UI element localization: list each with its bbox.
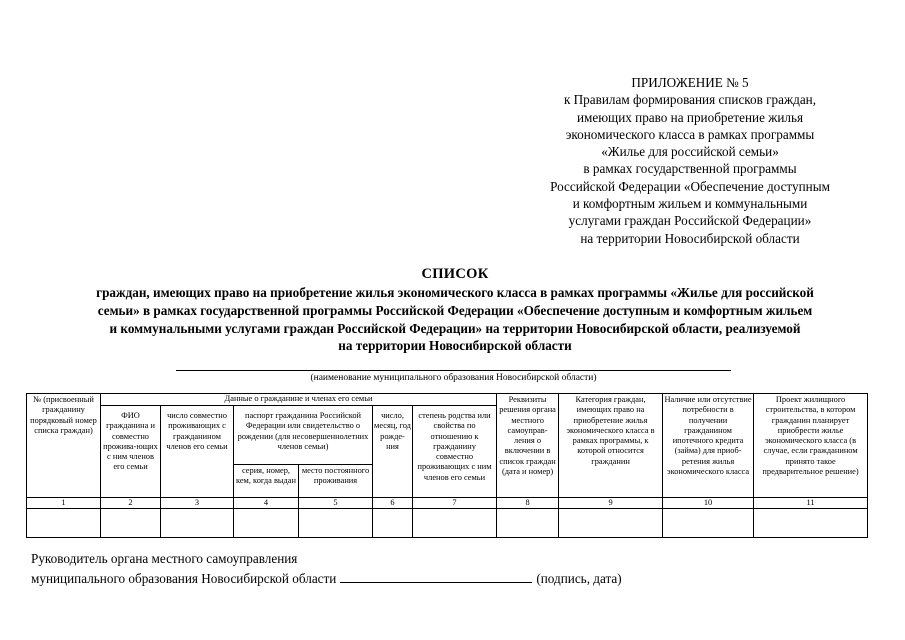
table-cell[interactable]	[559, 509, 663, 538]
column-number: 7	[413, 498, 497, 509]
header-relation: степень родства или свойства по отношению к гражданину совместно проживающих с ним членов его семьи	[413, 406, 497, 498]
column-number: 5	[299, 498, 373, 509]
document-subtitle	[30, 284, 880, 355]
column-number: 6	[373, 498, 413, 509]
signature-line1: Руководитель органа местного самоуправления	[31, 551, 298, 566]
header-decision: Реквизиты решения органа местного самоуправ-ления о включении в список граждан (дата и номер)	[497, 394, 559, 498]
table-cell[interactable]	[161, 509, 234, 538]
appendix-line: имеющих право на приобретение жилья	[576, 109, 804, 125]
header-mortgage: Наличие или отсутствие потребности в получении гражданином ипотечного кредита (займа) для приоб-ретения жилья экономического класса	[663, 394, 754, 498]
table-cell[interactable]	[234, 509, 299, 538]
column-number: 10	[663, 498, 754, 509]
header-project: Проект жилищного строительства, в котором гражданин планирует приобрести жилье экономического класса (в случае, если гражданином принято такое предварительное решение)	[754, 394, 868, 498]
subtitle-line: семьи» в рамках государственной программы Российской Федерации «Обеспечение доступным и комфортным жильем	[97, 302, 813, 318]
signature-block	[31, 549, 622, 588]
table-cell[interactable]	[497, 509, 559, 538]
appendix-line: в рамках государственной программы	[583, 161, 797, 177]
header-citizen-group: Данные о гражданине и членах его семьи	[101, 394, 497, 406]
municipality-name-field[interactable]	[176, 370, 731, 371]
table-cell[interactable]	[754, 509, 868, 538]
subtitle-line: на территории Новосибирской области	[338, 338, 572, 354]
subtitle-line: граждан, имеющих право на приобретение жилья экономического класса в рамках программы «Жилье для российской	[96, 285, 814, 300]
table-cell[interactable]	[299, 509, 373, 538]
header-number: № (присвоенный гражданину порядковый номер списка граждан)	[27, 394, 101, 498]
appendix-line: к Правилам формирования списков граждан,	[563, 92, 817, 108]
column-number: 9	[559, 498, 663, 509]
column-number: 8	[497, 498, 559, 509]
column-numbers-row	[27, 498, 868, 509]
header-residence: место постоянного проживания	[299, 465, 373, 498]
header-passport-series: серия, номер, кем, когда выдан	[234, 465, 299, 498]
header-passport: паспорт гражданина Российской Федерации или свидетельство о рождении (для несовершеннолетних членов семьи)	[234, 406, 373, 465]
citizens-list-table	[26, 393, 868, 538]
signature-line2-row	[31, 569, 622, 589]
appendix-line: услугами граждан Российской Федерации»	[568, 213, 812, 229]
municipality-caption: (наименование муниципального образования Новосибирской области)	[310, 373, 597, 383]
table-header-row	[27, 394, 868, 406]
signature-field[interactable]	[340, 570, 532, 583]
column-number: 4	[234, 498, 299, 509]
column-number: 3	[161, 498, 234, 509]
document-title: СПИСОК	[421, 266, 489, 282]
appendix-line: и комфортным жильем и коммунальными	[572, 196, 808, 212]
column-number: 1	[27, 498, 101, 509]
column-number: 2	[101, 498, 161, 509]
table-cell[interactable]	[27, 509, 101, 538]
table-cell[interactable]	[663, 509, 754, 538]
header-birth-date: число, месяц, год рожде-ния	[373, 406, 413, 498]
appendix-line: Российской Федерации «Обеспечение доступным	[550, 178, 830, 194]
appendix-line: «Жилье для российской семьи»	[601, 144, 779, 160]
subtitle-line: и коммунальными услугами граждан Российской Федерации» на территории Новосибирской области, реализуемой	[109, 320, 801, 336]
appendix-line: на территории Новосибирской области	[580, 230, 800, 246]
signature-suffix: (подпись, дата)	[536, 570, 622, 586]
header-category: Категория граждан, имеющих право на приобретение жилья экономического класса в рамках программы, к которой относится гражданин	[559, 394, 663, 498]
header-fio: ФИО гражданина и совместно прожива-ющих с ним членов его семьи	[101, 406, 161, 498]
signature-line2: муниципального образования Новосибирской области	[31, 570, 337, 586]
table-cell[interactable]	[101, 509, 161, 538]
appendix-line: ПРИЛОЖЕНИЕ № 5	[631, 75, 749, 90]
document-title-block	[30, 265, 880, 355]
table-cell[interactable]	[373, 509, 413, 538]
header-family-count: число совместно проживающих с гражданином членов его семьи	[161, 406, 234, 498]
table-row	[27, 509, 868, 538]
column-number: 11	[754, 498, 868, 509]
appendix-line: экономического класса в рамках программы	[565, 126, 815, 142]
table-cell[interactable]	[413, 509, 497, 538]
appendix-header	[480, 74, 900, 247]
